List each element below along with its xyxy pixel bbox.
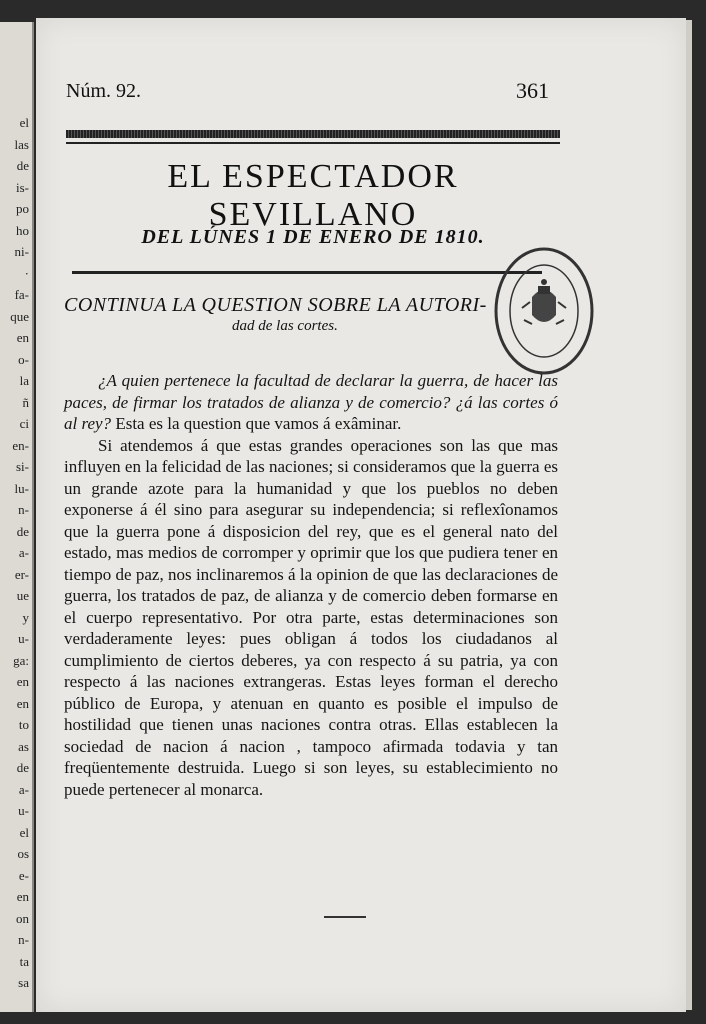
left-page-fragment: n- <box>18 502 29 517</box>
header-rule-thick <box>66 130 560 138</box>
article-body <box>64 370 558 800</box>
article-subtitle: dad de las cortes. <box>232 318 338 334</box>
left-page-fragment: po <box>16 201 29 216</box>
left-page-fragment: el <box>19 115 29 130</box>
left-page-fragment: en <box>16 889 29 904</box>
left-page-fragment: sa <box>18 975 29 990</box>
lead-rest: Esta es la question que vamos á exâminar. <box>111 414 402 433</box>
library-stamp-seal <box>492 242 596 380</box>
left-page-fragment: ga: <box>13 652 29 668</box>
left-page-fragment: ta <box>19 953 29 969</box>
header-rule-thin <box>66 142 560 144</box>
title-rule <box>72 271 542 274</box>
left-page-fragment: er- <box>14 566 29 582</box>
page-edge <box>686 20 692 1010</box>
left-page-fragment: de <box>16 523 29 539</box>
left-page-fragment: las <box>14 136 29 152</box>
left-page-fragment: la <box>19 373 29 388</box>
main-paragraph: Si atendemos á que estas grandes operaciones son las que mas influyen en la felicidad de las naciones; si consideramos que la guerra es un grande azote para la humanidad y que los pueblos no deben exponerse á él sino para asegurar su independencia; si reflexîonamos que la guerra pone á disposicion del rey, que es el general nato del estado, mas medios de corromper y oprimir que los que pudiera tener en tiempo de paz, nos inclinaremos á la opinion de que las declaraciones de guerra, los tratados de paz, de alianza y de comercio deben formarse en el cuerpo representativo. Por otra parte, estas determinaciones son verdaderamente leyes: pues obligan á todos los ciudadanos al cumplimiento de ciertos deberes, ya con respecto á su patria, ya con respecto á las naciones extrangeras. Estas leyes forman el derecho público de Europa, y atenuan en quanto es posible el impulso de hostilidad que tienen unas naciones contra otras. Ellas establecen la sociedad de nacion á nacion , tampoco afirmada todavia y tan freqüentemente destruida. Luego si son leyes, su establecimiento no puede pertenecer al monarca. <box>64 435 558 799</box>
page-number: 361 <box>516 78 549 103</box>
left-page-fragment: ue <box>16 588 29 603</box>
left-page-fragment: ci <box>19 416 29 431</box>
left-page-fragment: o- <box>18 351 29 367</box>
adjacent-page-strip <box>0 22 34 1012</box>
left-page-fragment: is- <box>16 179 29 195</box>
left-page-fragment: ñ <box>22 394 29 410</box>
left-page-fragment: si- <box>16 459 29 474</box>
left-page-fragment: en <box>16 674 29 689</box>
left-page-fragment: a- <box>18 545 29 560</box>
left-page-fragment: en <box>16 695 29 711</box>
left-page-fragment: u- <box>18 631 29 646</box>
left-page-fragment: el <box>19 824 29 840</box>
left-page-fragment: os <box>17 846 29 861</box>
left-page-fragment: que <box>10 308 29 324</box>
left-page-fragment: e- <box>18 867 29 883</box>
masthead-title: EL ESPECTADOR SEVILLANO <box>167 158 459 233</box>
left-page-fragment: en <box>16 330 29 345</box>
newspaper-page <box>36 18 686 1012</box>
end-rule <box>324 916 366 918</box>
issue-number: Núm. 92. <box>66 80 141 102</box>
left-page-fragment: de <box>16 158 29 173</box>
left-page-fragment: a- <box>18 781 29 797</box>
left-page-fragment: u- <box>18 803 29 818</box>
left-page-fragment: fa- <box>14 287 29 302</box>
left-page-fragment: ho <box>16 222 29 238</box>
left-page-fragment: as <box>18 738 29 754</box>
left-page-fragment: y <box>22 609 29 625</box>
left-page-fragment: · <box>24 265 29 281</box>
left-page-fragment: on <box>16 910 29 926</box>
dateline: DEL LÚNES 1 DE ENERO DE 1810. <box>141 226 485 248</box>
lead-paragraph <box>64 370 558 435</box>
left-page-fragment: to <box>18 717 29 732</box>
left-page-fragment: ni- <box>14 244 29 259</box>
lead-question: ¿A quien pertenece la facultad de declarar la guerra, de hacer las paces, de firmar los tratados de alianza y de comercio? ¿á las cortes ó al rey? <box>64 371 558 433</box>
article-title: CONTINUA LA QUESTION SOBRE LA AUTORI- <box>64 294 487 316</box>
left-page-fragment: en- <box>12 437 29 453</box>
left-page-fragment: n- <box>18 932 29 947</box>
left-page-fragment: de <box>16 760 29 775</box>
left-page-fragment: lu- <box>14 480 29 496</box>
